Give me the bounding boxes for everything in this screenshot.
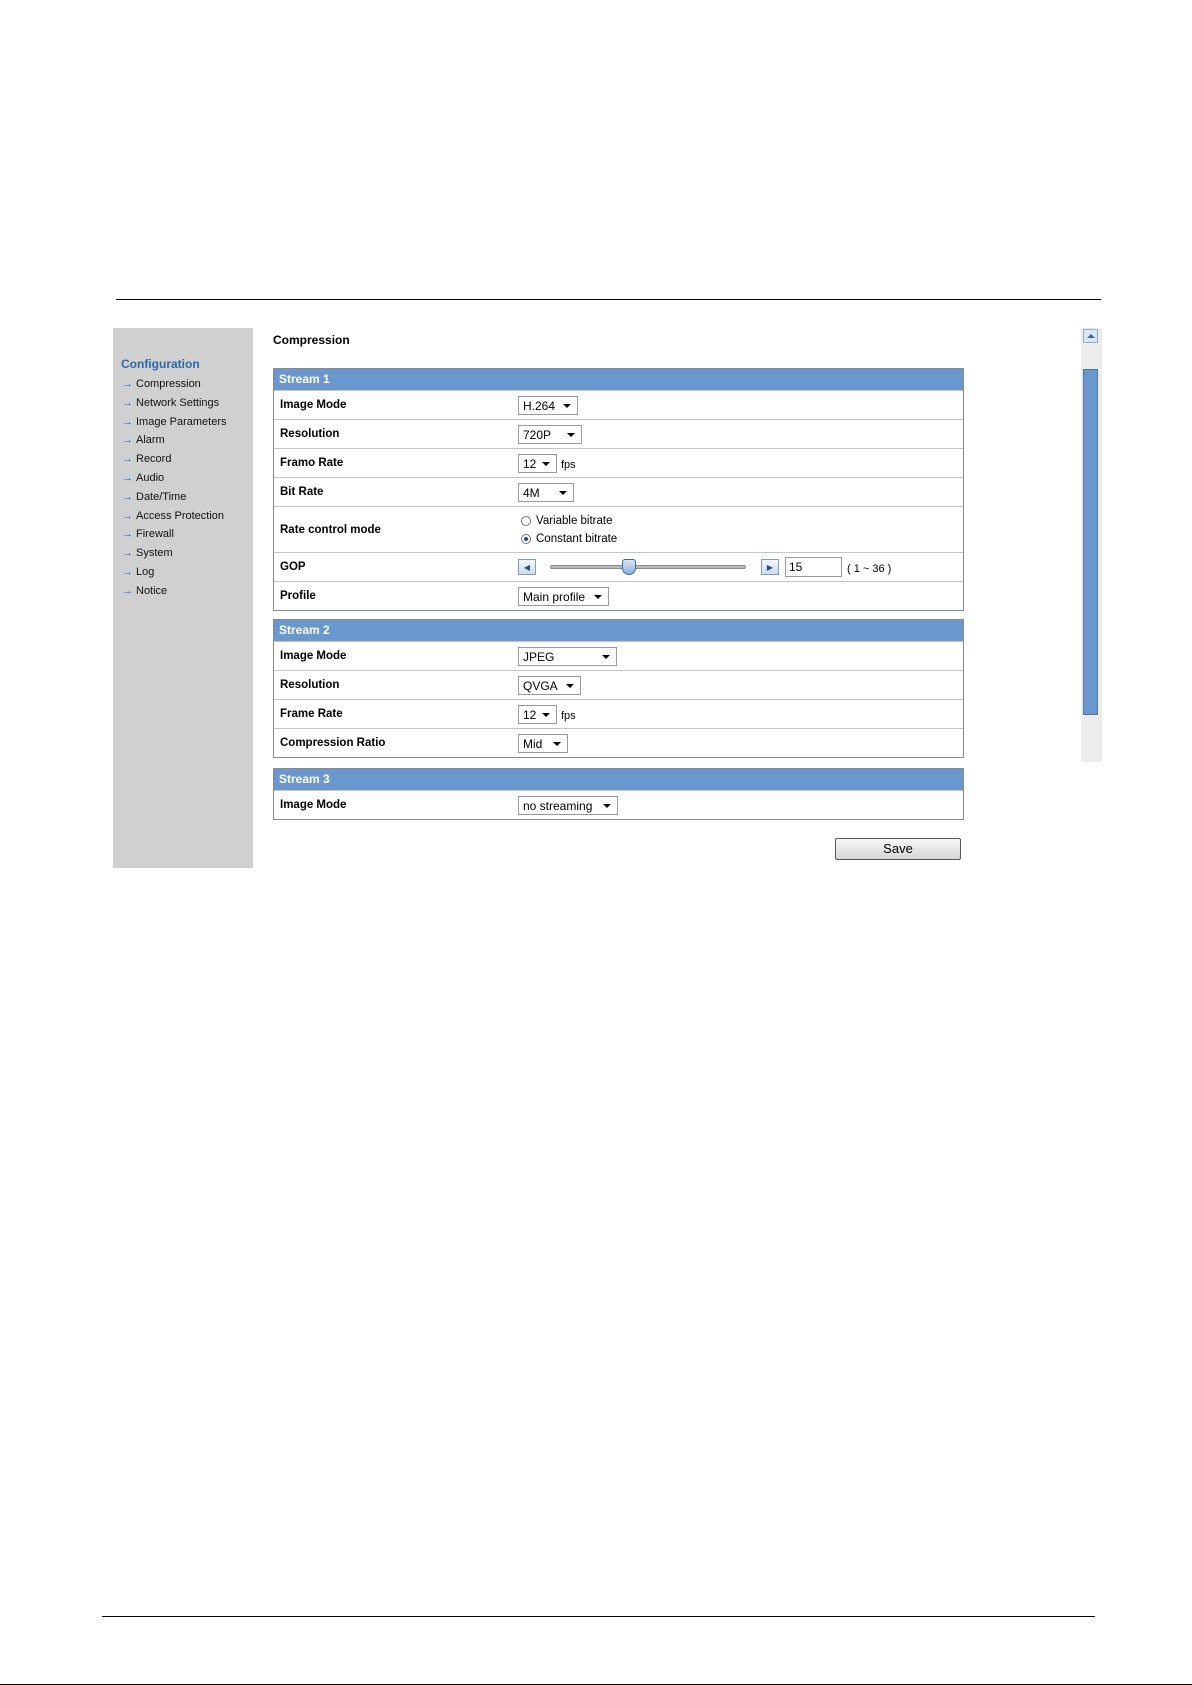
arrow-right-icon: →	[122, 565, 133, 578]
arrow-right-icon: →	[122, 378, 133, 390]
variable-bitrate-label: Variable bitrate	[536, 514, 613, 527]
constant-bitrate-label: Constant bitrate	[536, 532, 618, 545]
sidebar-item-label: Log	[136, 565, 155, 578]
top-rule	[116, 299, 1101, 300]
stream2-compression-ratio-label: Compression Ratio	[280, 737, 386, 749]
gop-decrease-button[interactable]	[518, 559, 536, 575]
variable-bitrate-radio[interactable]	[521, 516, 531, 526]
constant-bitrate-option[interactable]	[521, 530, 617, 548]
stream1-resolution-select[interactable]	[518, 425, 582, 444]
stream1-resolution-row	[274, 419, 963, 448]
stream3-panel	[273, 768, 964, 820]
page-title: Compression	[273, 333, 350, 347]
chevron-down-icon	[602, 655, 610, 659]
sidebar-item-label: Access Protection	[136, 509, 225, 522]
sidebar-item-date-time[interactable]	[122, 488, 226, 507]
sidebar-item-log[interactable]	[122, 563, 226, 582]
stream2-panel	[273, 619, 964, 758]
sidebar-item-label: Alarm	[136, 434, 165, 447]
stream2-image-mode-label: Image Mode	[280, 650, 347, 662]
sidebar-title: Configuration	[121, 357, 200, 371]
stream2-compression-ratio-value: Mid	[523, 736, 543, 751]
gop-slider-thumb[interactable]	[622, 559, 636, 575]
sidebar-item-label: System	[136, 547, 173, 560]
sidebar-item-label: Firewall	[136, 528, 174, 541]
stream1-frame-rate-unit: fps	[561, 459, 576, 471]
gop-value-input[interactable]: 15	[785, 557, 842, 577]
stream1-bit-rate-value: 4M	[523, 485, 540, 500]
variable-bitrate-option[interactable]	[521, 512, 613, 530]
sidebar-item-network-settings[interactable]	[122, 394, 226, 413]
stream1-frame-rate-value: 12	[523, 456, 537, 471]
stream2-frame-rate-select[interactable]	[518, 705, 557, 724]
sidebar-item-firewall[interactable]	[122, 525, 226, 544]
stream2-compression-ratio-select[interactable]	[518, 734, 568, 753]
chevron-down-icon	[563, 404, 571, 408]
sidebar-item-alarm[interactable]	[122, 431, 226, 450]
sidebar-item-audio[interactable]	[122, 469, 226, 488]
chevron-down-icon	[566, 684, 574, 688]
arrow-right-icon: →	[122, 434, 133, 447]
stream2-header: Stream 2	[274, 619, 963, 641]
stream2-frame-rate-value: 12	[523, 707, 537, 722]
stream2-frame-rate-label: Frame Rate	[280, 708, 343, 720]
chevron-down-icon	[603, 804, 611, 808]
stream1-image-mode-select[interactable]	[518, 396, 578, 415]
stream2-resolution-select[interactable]	[518, 676, 581, 695]
stream1-bit-rate-select[interactable]	[518, 483, 574, 502]
stream1-image-mode-label: Image Mode	[280, 399, 347, 411]
stream1-resolution-label: Resolution	[280, 428, 340, 440]
stream2-image-mode-row	[274, 641, 963, 670]
sidebar-item-image-parameters[interactable]	[122, 413, 226, 432]
stream1-gop-row	[274, 552, 963, 581]
sidebar-menu	[122, 375, 226, 601]
stream1-frame-rate-row	[274, 448, 963, 477]
stream1-header: Stream 1	[274, 368, 963, 390]
stream1-profile-value: Main profile	[523, 589, 586, 604]
arrow-right-icon: →	[122, 547, 133, 560]
stream1-panel	[273, 368, 964, 611]
footer-rule	[102, 1616, 1095, 1617]
stream3-image-mode-label: Image Mode	[280, 799, 347, 811]
chevron-down-icon	[542, 462, 550, 466]
stream2-frame-rate-row	[274, 699, 963, 728]
arrow-right-icon: →	[122, 584, 133, 597]
arrow-right-icon: →	[122, 528, 133, 541]
sidebar-item-system[interactable]	[122, 544, 226, 563]
stream1-bit-rate-label: Bit Rate	[280, 486, 324, 498]
sidebar-item-label: Compression	[136, 378, 201, 390]
chevron-down-icon	[542, 713, 550, 717]
sidebar	[113, 328, 253, 868]
stream1-image-mode-row	[274, 390, 963, 419]
stream1-profile-row	[274, 581, 963, 610]
sidebar-item-label: Record	[136, 453, 172, 466]
sidebar-item-label: Notice	[136, 584, 168, 597]
scrollbar-thumb[interactable]	[1083, 369, 1098, 715]
stream1-frame-rate-label: Framo Rate	[280, 457, 344, 469]
chevron-down-icon	[553, 742, 561, 746]
stream1-bit-rate-row	[274, 477, 963, 506]
chevron-down-icon	[559, 491, 567, 495]
vertical-scrollbar[interactable]	[1081, 328, 1102, 762]
stream1-image-mode-value: H.264	[523, 398, 556, 413]
constant-bitrate-radio[interactable]	[521, 534, 531, 544]
stream1-rate-control-row	[274, 506, 963, 552]
gop-slider-track[interactable]	[550, 565, 746, 569]
stream1-profile-select[interactable]	[518, 587, 609, 606]
stream2-frame-rate-unit: fps	[561, 710, 576, 722]
sidebar-item-record[interactable]	[122, 450, 226, 469]
chevron-down-icon	[567, 433, 575, 437]
stream1-rate-control-label: Rate control mode	[280, 523, 381, 536]
stream3-image-mode-value: no streaming	[523, 798, 593, 813]
arrow-right-icon: →	[122, 396, 133, 409]
stream1-frame-rate-select[interactable]	[518, 454, 557, 473]
chevron-down-icon	[594, 595, 602, 599]
stream2-resolution-value: QVGA	[523, 678, 558, 693]
sidebar-item-compression[interactable]	[122, 375, 226, 394]
stream2-resolution-row	[274, 670, 963, 699]
stream2-resolution-label: Resolution	[280, 679, 340, 691]
stream3-image-mode-row	[274, 790, 963, 819]
arrow-right-icon: →	[122, 471, 133, 484]
arrow-right-icon: →	[122, 453, 133, 466]
stream2-compression-ratio-row	[274, 728, 963, 757]
sidebar-item-label: Network Settings	[136, 396, 220, 409]
save-button[interactable]: Save	[835, 838, 961, 860]
gop-increase-button[interactable]	[761, 559, 779, 575]
stream3-header: Stream 3	[274, 768, 963, 790]
sidebar-item-label: Image Parameters	[136, 415, 227, 428]
scroll-up-icon[interactable]	[1083, 329, 1098, 343]
sidebar-item-access-protection[interactable]	[122, 507, 226, 526]
arrow-right-icon: →	[122, 490, 133, 503]
sidebar-item-label: Audio	[136, 471, 165, 484]
sidebar-item-notice[interactable]	[122, 582, 226, 601]
gop-range-text: ( 1 ~ 36 )	[847, 563, 892, 575]
stream1-gop-label: GOP	[280, 561, 306, 573]
stream1-profile-label: Profile	[280, 590, 316, 602]
stream1-resolution-value: 720P	[523, 427, 552, 442]
stream2-image-mode-select[interactable]	[518, 647, 617, 666]
stream3-image-mode-select[interactable]	[518, 796, 618, 815]
stream2-image-mode-value: JPEG	[523, 649, 555, 664]
triangle-left-icon: ◀	[523, 562, 531, 572]
arrow-right-icon: →	[122, 415, 133, 428]
sidebar-item-label: Date/Time	[136, 490, 187, 503]
triangle-right-icon: ▶	[766, 562, 774, 572]
arrow-right-icon: →	[122, 509, 133, 522]
